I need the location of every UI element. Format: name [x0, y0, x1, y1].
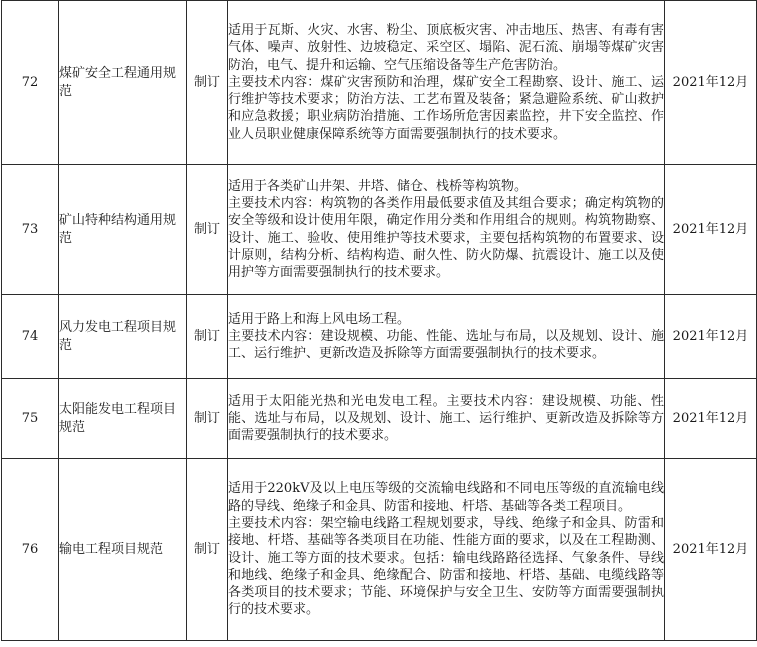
standard-name: 太阳能发电工程项目规范 — [59, 379, 187, 459]
table-row — [2, 459, 757, 641]
standards-table — [1, 0, 757, 641]
technical-content-paragraph: 主要技术内容：煤矿灾害预防和治理，煤矿安全工程勘察、设计、施工、运行维护等技术要求；防治方法、工艺布置及装备；紧急避险系统、矿山救护和应急救援；职业病防治措施、工作场所危害因素监控，井下安全监控、作业人员职业健康保障系统等方面需要强制执行的技术要求。 — [228, 74, 664, 142]
scope-description — [228, 459, 665, 641]
revision-type: 制订 — [187, 165, 228, 295]
table-row — [2, 1, 757, 165]
standard-name: 输电工程项目规范 — [59, 459, 187, 641]
completion-date: 2021年12月 — [665, 1, 757, 165]
technical-content-paragraph: 主要技术内容：构筑物的各类作用最低要求值及其组合要求；确定构筑物的安全等级和设计使用年限，确定作用分类和作用组合的规则。构筑物勘察、设计、施工、验收、使用维护等技术要求，主要包括构筑物的布置要求、设计原则，结构分析、结构构造、耐久性、防火防爆、抗震设计、施工以及使用护等方面需要强制执行的技术要求。 — [228, 195, 664, 281]
standard-name: 煤矿安全工程通用规范 — [59, 1, 187, 165]
revision-type: 制订 — [187, 379, 228, 459]
technical-content-paragraph: 主要技术内容：建设规模、功能、性能、选址与布局，以及规划、设计、施工、运行维护、更新改造及拆除等方面需要强制执行的技术要求。 — [228, 328, 664, 362]
row-number: 76 — [2, 459, 59, 641]
standard-name: 矿山特种结构通用规范 — [59, 165, 187, 295]
table-row — [2, 165, 757, 295]
scope-description — [228, 295, 665, 379]
row-number: 72 — [2, 1, 59, 165]
table-row — [2, 379, 757, 459]
completion-date: 2021年12月 — [665, 379, 757, 459]
completion-date: 2021年12月 — [665, 165, 757, 295]
row-number: 73 — [2, 165, 59, 295]
scope-description — [228, 1, 665, 165]
row-number: 75 — [2, 379, 59, 459]
revision-type: 制订 — [187, 1, 228, 165]
standard-name: 风力发电工程项目规范 — [59, 295, 187, 379]
technical-content-paragraph: 主要技术内容：架空输电线路工程规划要求，导线、绝缘子和金具、防雷和接地、杆塔、基础等各类项目在功能、性能方面的要求，以及在工程勘测、设计、施工等方面的技术要求。包括：输电线路路径选择、气象条件、导线和地线、绝缘子和金具、绝缘配合、防雷和接地、杆塔、基础、电缆线路等各类项目的技术要求；节能、环境保护与安全卫生、安防等方面需要强制执行的技术要求。 — [228, 515, 664, 618]
scope-paragraph: 适用于220kV及以上电压等级的交流输电线路和不同电压等级的直流输电线路的导线、绝缘子和金具、防雷和接地、杆塔、基础等各类工程项目。 — [228, 481, 664, 514]
revision-type: 制订 — [187, 459, 228, 641]
completion-date: 2021年12月 — [665, 295, 757, 379]
scope-paragraph: 适用于各类矿山井架、井塔、储仓、栈桥等构筑物。 — [228, 178, 528, 194]
row-number: 74 — [2, 295, 59, 379]
table-row — [2, 295, 757, 379]
completion-date: 2021年12月 — [665, 459, 757, 641]
scope-paragraph: 适用于瓦斯、火灾、水害、粉尘、顶底板灾害、冲击地压、热害、有毒有害气体、噪声、放射性、边坡稳定、采空区、塌陷、泥石流、崩塌等煤矿灾害防治，电气、提升和运输、空气压缩设备等生产危害防治。 — [228, 22, 664, 73]
revision-type: 制订 — [187, 295, 228, 379]
scope-paragraph: 适用于路上和海上风电场工程。 — [228, 311, 411, 327]
scope-paragraph: 适用于太阳能光热和光电发电工程。主要技术内容：建设规模、功能、性能、选址与布局，以及规划、设计、施工、运行维护、更新改造及拆除等方面需要强制执行的技术要求。 — [228, 393, 664, 444]
scope-description — [228, 165, 665, 295]
scope-description — [228, 379, 665, 459]
